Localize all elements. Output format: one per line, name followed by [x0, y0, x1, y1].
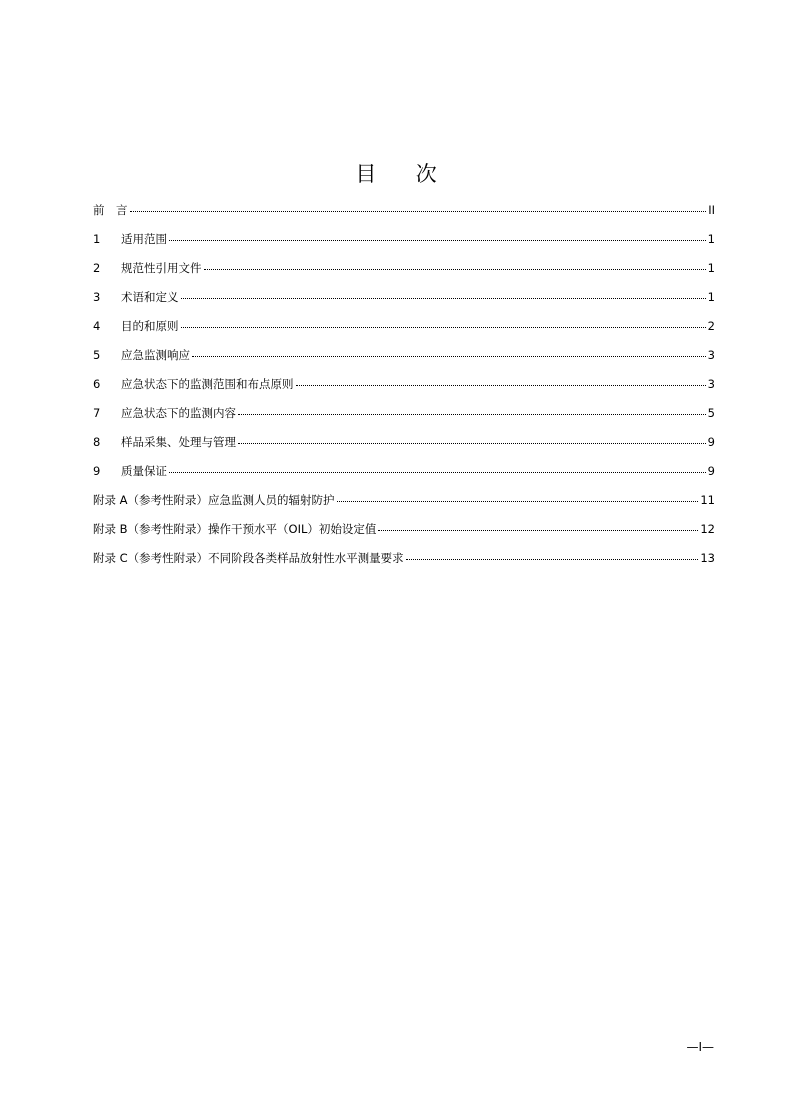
toc-entry-appendix-a[interactable] — [93, 493, 715, 522]
toc-leader — [204, 269, 706, 270]
toc-number: 1 — [93, 232, 101, 246]
toc-label: 样品采集、处理与管理 — [121, 435, 236, 449]
toc-number: 3 — [93, 290, 101, 304]
toc-page: 9 — [707, 464, 715, 478]
toc-label: 质量保证 — [121, 464, 167, 478]
toc-page: 5 — [707, 406, 715, 420]
toc-entry-8[interactable] — [93, 435, 715, 464]
toc-page: 13 — [700, 551, 715, 565]
toc-entry-9[interactable] — [93, 464, 715, 493]
toc-entry-3[interactable] — [93, 290, 715, 319]
toc-entry-preface[interactable] — [93, 203, 715, 232]
toc-entry-2[interactable] — [93, 261, 715, 290]
title-char-1: 目 — [355, 162, 377, 186]
toc-entry-appendix-b[interactable] — [93, 522, 715, 551]
toc-page: II — [708, 203, 715, 217]
toc-number: 8 — [93, 435, 101, 449]
toc-entry-5[interactable] — [93, 348, 715, 377]
toc-page: 11 — [700, 493, 715, 507]
page-number-footer: —I— — [686, 1040, 714, 1054]
toc-page: 1 — [707, 290, 715, 304]
toc-label: 应急监测响应 — [121, 348, 190, 362]
toc-leader — [181, 298, 706, 299]
toc-leader — [337, 501, 699, 502]
toc-entry-6[interactable] — [93, 377, 715, 406]
toc-page: 3 — [707, 377, 715, 391]
toc-label: 附录 B（参考性附录）操作干预水平（OIL）初始设定值 — [93, 522, 377, 536]
toc-label: 目的和原则 — [121, 319, 179, 333]
toc-label: 附录 C（参考性附录）不同阶段各类样品放射性水平测量要求 — [93, 551, 404, 565]
toc-leader — [169, 472, 706, 473]
toc-label: 前 言 — [93, 203, 128, 217]
toc-leader — [238, 414, 706, 415]
toc-leader — [406, 559, 699, 560]
toc-leader — [181, 327, 706, 328]
toc-leader — [169, 240, 706, 241]
toc-page: 1 — [707, 261, 715, 275]
toc-label: 附录 A（参考性附录）应急监测人员的辐射防护 — [93, 493, 335, 507]
title-char-2: 次 — [415, 162, 437, 186]
toc-number: 6 — [93, 377, 101, 391]
toc-number: 9 — [93, 464, 101, 478]
toc-label: 术语和定义 — [121, 290, 179, 304]
toc-label: 规范性引用文件 — [121, 261, 202, 275]
table-of-contents — [93, 203, 715, 580]
toc-number: 7 — [93, 406, 101, 420]
toc-label: 应急状态下的监测范围和布点原则 — [121, 377, 294, 391]
toc-entry-1[interactable] — [93, 232, 715, 261]
toc-page: 2 — [707, 319, 715, 333]
toc-page: 1 — [707, 232, 715, 246]
toc-leader — [192, 356, 706, 357]
toc-entry-appendix-c[interactable] — [93, 551, 715, 580]
toc-page: 9 — [707, 435, 715, 449]
toc-entry-7[interactable] — [93, 406, 715, 435]
toc-number: 2 — [93, 261, 101, 275]
toc-label: 适用范围 — [121, 232, 167, 246]
toc-leader — [296, 385, 706, 386]
toc-label: 应急状态下的监测内容 — [121, 406, 236, 420]
toc-number: 4 — [93, 319, 101, 333]
page-title — [0, 158, 792, 188]
toc-leader — [238, 443, 706, 444]
toc-entry-4[interactable] — [93, 319, 715, 348]
toc-page: 12 — [700, 522, 715, 536]
toc-page: 3 — [707, 348, 715, 362]
toc-leader — [378, 530, 698, 531]
toc-leader — [130, 211, 707, 212]
toc-number: 5 — [93, 348, 101, 362]
